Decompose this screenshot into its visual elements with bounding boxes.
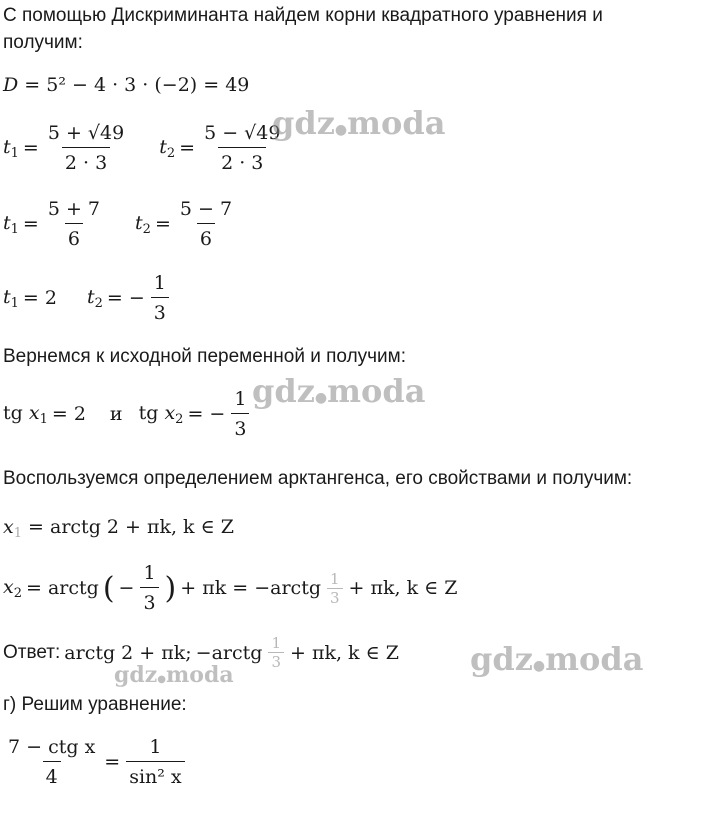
t2-label: $t_2$ bbox=[159, 135, 176, 161]
t1-value: = 2 bbox=[22, 287, 57, 309]
equals-sign: = bbox=[22, 137, 39, 159]
final-rhs-fraction bbox=[126, 736, 184, 788]
watermark-logo: gdz●moda bbox=[470, 640, 644, 678]
tg-equations-row bbox=[3, 388, 251, 440]
discriminant-formula bbox=[3, 74, 249, 96]
answer-first: arctg 2 + πk; bbox=[64, 641, 192, 664]
t2-label: $t_2$ bbox=[135, 211, 151, 237]
t1-simplified-fraction bbox=[45, 198, 103, 250]
x2-solution-row: $x_2$ = arctg ( − $\frac{1}{3}$ ) + πk = −arctg $\frac{1}{3}$ + πk, k ∈ Z bbox=[3, 562, 458, 614]
discriminant-symbol: D bbox=[3, 74, 19, 96]
x2-label: $x_2$ bbox=[3, 575, 22, 601]
t1-denominator: 2 · 3 bbox=[62, 147, 110, 174]
t2-value-fraction: $\frac{1}{3}$ bbox=[151, 272, 169, 324]
t1-label: $t_1$ bbox=[3, 211, 19, 237]
x2-middle: + πk = −arctg bbox=[180, 577, 321, 599]
final-equals: = bbox=[104, 751, 121, 773]
x2-tail: + πk, k ∈ Z bbox=[348, 577, 458, 599]
t2-value-prefix: = − bbox=[106, 287, 145, 309]
final-equation-row bbox=[3, 736, 187, 788]
watermark-logo: gdz●moda bbox=[114, 662, 234, 688]
watermark-logo: gdz●moda bbox=[252, 372, 426, 410]
t2-simplified-denominator: 6 bbox=[197, 223, 215, 250]
roots-formula-row bbox=[3, 122, 285, 174]
final-lhs-fraction bbox=[5, 736, 98, 788]
t2-numerator: 5 − √49 bbox=[204, 122, 281, 144]
equals-sign: = bbox=[179, 137, 196, 159]
x2-tail-fraction: $\frac{1}{3}$ bbox=[327, 570, 343, 607]
roots-simplified-row: $t_1$ = $\frac{5 + 7}{6}$ $t_2$ = $\frac{5 - 7}{6}$ bbox=[3, 198, 237, 250]
final-rhs-numerator: 1 bbox=[149, 736, 162, 758]
t1-label: $t_1$ bbox=[3, 285, 19, 311]
watermark-logo: gdz●moda bbox=[272, 104, 446, 142]
x1-expression: = arctg 2 + πk, k ∈ Z bbox=[28, 516, 234, 538]
return-variable-text: Вернемся к исходной переменной и получим: bbox=[3, 346, 407, 367]
t2-simplified-numerator: 5 − 7 bbox=[179, 198, 233, 220]
t2-denominator: 2 · 3 bbox=[218, 147, 266, 174]
tg-left: tg $x_1$ bbox=[3, 401, 48, 427]
tg-right: tg $x_2$ bbox=[138, 401, 184, 427]
t1-label: $t_1$ bbox=[3, 135, 19, 161]
arctan-definition-text: Воспользуемся определением арктангенса, его свойствами и получим: bbox=[3, 468, 633, 489]
t1-numerator: 5 + √49 bbox=[47, 122, 125, 144]
discriminant-expression: = 5² − 4 · 3 · (−2) = 49 bbox=[24, 74, 250, 96]
conjunction: и bbox=[109, 403, 123, 425]
part-g-label: г) Решим уравнение: bbox=[3, 694, 187, 715]
t1-simplified-numerator: 5 + 7 bbox=[47, 198, 101, 220]
t2-simplified-fraction bbox=[177, 198, 235, 250]
final-rhs-denominator: sin² x bbox=[126, 761, 184, 788]
tg-right-rhs: = − bbox=[187, 403, 226, 425]
answer-tail: + πk, k ∈ Z bbox=[290, 641, 399, 664]
intro-line-1: С помощью Дискриминанта найдем корни квадратного уравнения и bbox=[3, 5, 603, 26]
final-lhs-denominator: 4 bbox=[43, 761, 61, 788]
t1-simplified-denominator: 6 bbox=[65, 223, 83, 250]
x1-solution: $x_1$ = arctg 2 + πk, k ∈ Z bbox=[3, 516, 234, 541]
intro-line-2: получим: bbox=[3, 32, 83, 53]
x2-inner-fraction: $\frac{1}{3}$ bbox=[140, 562, 158, 614]
x2-arctg: = arctg bbox=[26, 577, 99, 599]
final-lhs-numerator: 7 − ctg x bbox=[8, 736, 96, 758]
answer-fraction: $\frac{1}{3}$ bbox=[268, 634, 284, 671]
t2-label: $t_2$ bbox=[86, 285, 103, 311]
answer-second: −arctg bbox=[195, 641, 263, 664]
tg-left-rhs: = 2 bbox=[51, 403, 86, 425]
t1-fraction bbox=[45, 122, 127, 174]
roots-values-row bbox=[3, 272, 171, 324]
tg-right-fraction: $\frac{1}{3}$ bbox=[231, 388, 249, 440]
answer-label: Ответ: bbox=[3, 641, 61, 663]
